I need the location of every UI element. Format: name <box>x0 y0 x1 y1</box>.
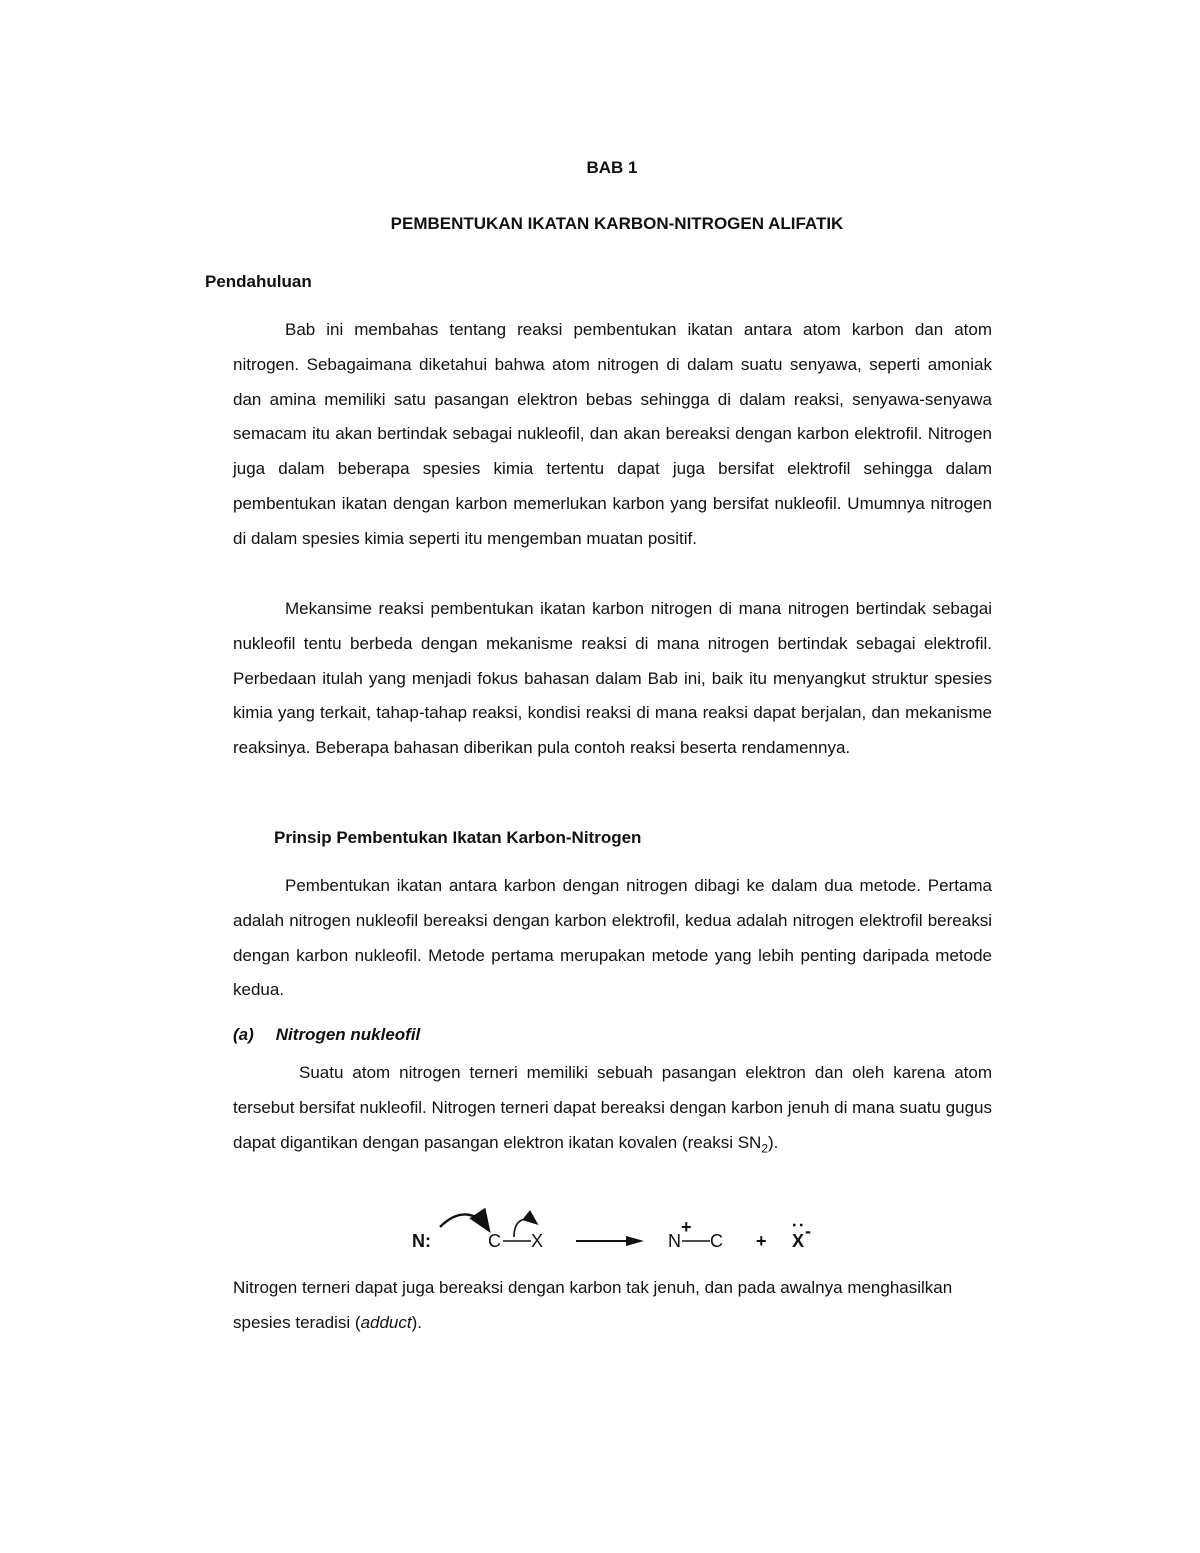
reactant-carbon: C <box>488 1231 501 1251</box>
adduct-paragraph <box>233 1271 992 1341</box>
subsection-heading-nucleophile <box>233 1025 420 1045</box>
sn2-subscript: 2 <box>761 1140 768 1155</box>
subsection-title: Nitrogen nukleofil <box>275 1025 421 1044</box>
section-heading-principle: Prinsip Pembentukan Ikatan Karbon-Nitrogen <box>274 828 642 847</box>
product-nitrogen-charge: + <box>681 1217 692 1237</box>
principle-paragraph: Pembentukan ikatan antara karbon dengan nitrogen dibagi ke dalam dua metode. Pertama adalah nitrogen nukleofil bereaksi dengan karbon elektrofil, kedua adalah nitrogen elektrofil bereaksi dengan karbon nukleofil. Metode pertama merupakan metode yang lebih penting daripada metode kedua. <box>233 876 992 1000</box>
reactant-leaving-group: X <box>531 1231 544 1251</box>
product-nitrogen: N <box>668 1231 681 1251</box>
chapter-label: BAB 1 <box>586 158 638 177</box>
adduct-term: adduct <box>360 1312 412 1332</box>
leaving-group-charge: - <box>805 1221 811 1241</box>
subsection-marker: (a) <box>233 1025 254 1044</box>
nucleophile-paragraph-end: ). <box>768 1132 779 1152</box>
nucleophile-paragraph-text: Suatu atom nitrogen terneri memiliki sebuah pasangan elektron dan oleh karena atom tersebut bersifat nukleofil. Nitrogen terneri dapat bereaksi dengan karbon jenuh di mana suatu gugus dapat digantikan dengan pasangan elektron ikatan kovalen (reaksi SN <box>233 1063 992 1152</box>
sn2-reaction-scheme <box>400 1205 830 1265</box>
nucleophile-paragraph <box>233 1056 992 1160</box>
leaving-group-product: X <box>792 1231 805 1251</box>
intro-paragraph-1: Bab ini membahas tentang reaksi pembentukan ikatan antara atom karbon dan atom nitrogen. Sebagaimana diketahui bahwa atom nitrogen di dalam suatu senyawa, seperti amoniak dan amina memiliki satu pasangan elektron bebas sehingga di dalam reaksi, senyawa-senyawa semacam itu akan bertindak sebagai nukleofil, dan akan bereaksi dengan karbon elektrofil. Nitrogen juga dalam beberapa spesies kimia tertentu dapat juga bersifat elektrofil sehingga dalam pembentukan ikatan dengan karbon memerlukan karbon yang bersifat nukleofil. Umumnya nitrogen di dalam spesies kimia seperti itu mengemban muatan positif. <box>233 320 992 548</box>
nucleophilic-attack-arrow-icon <box>440 1214 488 1229</box>
adduct-paragraph-text: Nitrogen terneri dapat juga bereaksi dengan karbon tak jenuh, dan pada awalnya menghasilkan spesies teradisi ( <box>233 1278 953 1332</box>
leaving-group-lone-pair: : <box>789 1222 809 1228</box>
chapter-title: PEMBENTUKAN IKATAN KARBON-NITROGEN ALIFATIK <box>390 214 844 233</box>
adduct-paragraph-end: ). <box>411 1312 422 1332</box>
section-heading-intro: Pendahuluan <box>205 272 312 291</box>
reaction-arrow-icon <box>626 1236 644 1246</box>
plus-sign: + <box>756 1231 767 1251</box>
product-carbon: C <box>710 1231 723 1251</box>
reactant-nitrogen: N: <box>412 1231 431 1251</box>
intro-paragraph-2: Mekansime reaksi pembentukan ikatan karbon nitrogen di mana nitrogen bertindak sebagai nukleofil tentu berbeda dengan mekanisme reaksi di mana nitrogen bertindak sebagai elektrofil. Perbedaan itulah yang menjadi fokus bahasan dalam Bab ini, baik itu menyangkut struktur spesies kimia yang terkait, tahap-tahap reaksi, kondisi reaksi di mana reaksi dapat berjalan, dan mekanisme reaksinya. Beberapa bahasan diberikan pula contoh reaksi beserta rendamennya. <box>233 599 992 758</box>
